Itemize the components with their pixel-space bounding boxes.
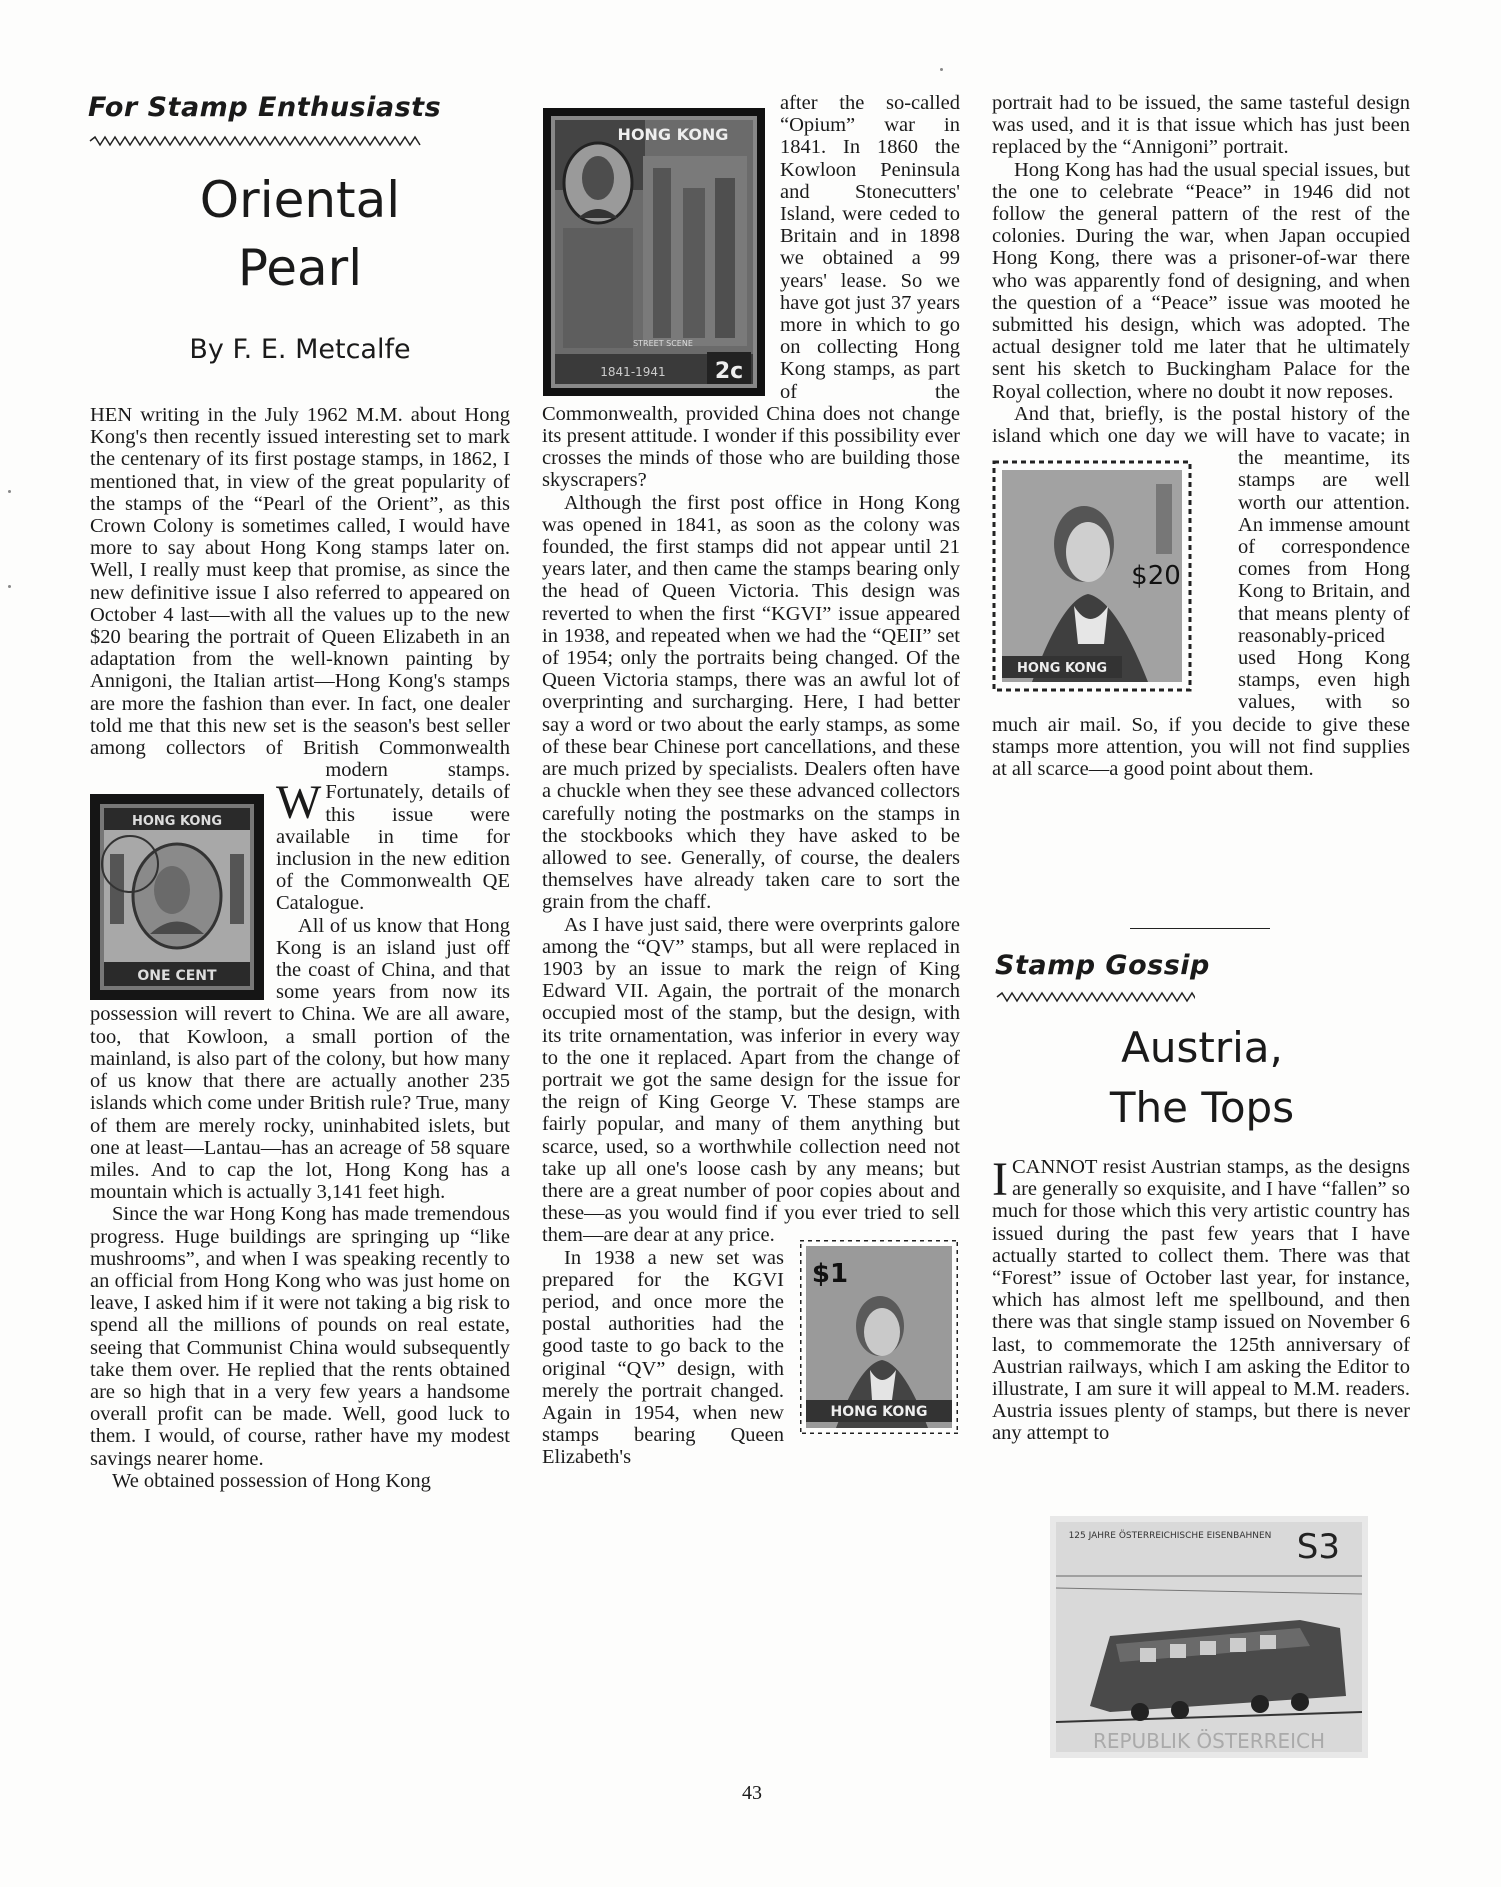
- stamp-kgvi-years: 1841-1941: [600, 365, 666, 379]
- article-title-oriental-pearl: [90, 166, 510, 302]
- stamp-qe20-value: $20: [1131, 561, 1181, 591]
- stamp-queen-elizabeth-twenty-dollar: [992, 460, 1192, 692]
- stamp-austria-railway: [1050, 1516, 1368, 1758]
- stamp-kgvi-value: 2c: [714, 359, 744, 384]
- section-heading-stamp-gossip: Stamp Gossip: [995, 950, 1210, 981]
- paragraph-7-cont: portrait had to be issued, the same tasteful design was used, and it is that issue which has just been replaced by the “Annigoni” portrait.: [992, 92, 1410, 159]
- squiggle-divider: [995, 990, 1195, 1004]
- section-heading-stamp-enthusiasts: For Stamp Enthusiasts: [88, 92, 442, 123]
- squiggle-divider: [88, 134, 428, 148]
- article-title-austria-the-tops: [992, 1018, 1412, 1138]
- column-1-text: [90, 404, 510, 1764]
- paragraph-8: Hong Kong has had the usual special issues, but the one to celebrate “Peace” in 1946 did not follow the general pattern of the rest of the colonies. During the war, when Japan occupied Hong Kong, there was a prisoner-of-war there who was apparently fond of designing, and when the question of a “Peace” issue was mooted he submitted his design, which was adopted. The actual designer told me later that he ultimately sent his sketch to Buckingham Palace for the Royal collection, where no doubt it now reposes.: [992, 158, 1410, 403]
- stamp-austria-top-label: 125 JAHRE ÖSTERREICHISCHE EISENBAHNEN: [1068, 1531, 1272, 1541]
- margin-speck: [8, 490, 11, 493]
- paragraph-9: And that, briefly, is the postal history of the island which one day we will have to vacate; in the meantime, its stamps are well worth our attention. An immense amount of correspondence comes from Hong Kong to Britain, and that means plenty of reasonably-priced used Hong Kong stamps, even high values, with so much air mail. So, if you decide to give these stamps more attention, you will not find supplies at all scarce—a good point about them.: [992, 402, 1410, 781]
- margin-speck: [8, 585, 11, 588]
- stamp-kgvi-caption: STREET SCENE: [633, 339, 693, 348]
- paragraph-2: All of us know that Hong Kong is an island just off the coast of China, and that some years from now its possession will revert to China. We are all aware, too, that Kowloon, a small portion of the mainland, is also part of the colony, but how many of us know that there are actually another 235 islands which come under British rule? True, many of them are merely rocky, uninhabited islets, but one at least—Lantau—has an acreage of 58 square miles. And to cap the lot, Hong Kong has a mountain which is actually 3,141 feet high.: [90, 914, 510, 1204]
- stamp-austria-value: S3: [1296, 1527, 1340, 1567]
- byline: By F. E. Metcalfe: [189, 334, 411, 365]
- stamp-queen-elizabeth-one-dollar: [800, 1240, 958, 1434]
- title-line-1: Oriental: [199, 171, 401, 229]
- stamp-edward-image: [90, 794, 264, 1000]
- stamp-qe20-image: [992, 460, 1192, 692]
- title-line-2: The Tops: [1109, 1083, 1295, 1132]
- stamp-qe1-value: $1: [811, 1259, 849, 1289]
- paragraph-4-cont: after the so-called “Opium” war in 1841. In 1860 the Kowloon Peninsula and Stonecutters' Island, were ceded to Britain and in 1898 we obtained a 99 years' lease. So we have got just 37 years more in which to go on collecting Hong Kong stamps, as part of the Commonwealth, provided China does not change its present attitude. I wonder if this possibility ever crosses the minds of those who are building those skyscrapers?: [542, 92, 960, 492]
- stamp-edward-top-label: HONG KONG: [131, 814, 223, 829]
- stamp-qe20-country: HONG KONG: [1016, 661, 1108, 676]
- paragraph-7: In 1938 a new set was prepared for the KGVI period, and once more the postal authorities had the good taste to go back to the original “QV” design, with merely the portrait changed. Again in 1954, when new stamps bearing Queen Elizabeth's: [542, 1246, 784, 1469]
- paragraph-1-start: HEN writing in the July 1962 M.M. about Hong Kong's then recently issued interesting set to mark the centenary of its first postage stamps, in 1862, I mentioned that, in view of the great popularity of the stamps of the “Pearl of the Orient”, as this Crown Colony is sometimes called, I would have more to say about Hong Kong stamps later on. Well, I really must keep that promise, as since the new definitive issue I also referred to appeared on October 4 last—with all the values up to the new $20 bearing the portrait of Queen Elizabeth in an adaptation from the well-known painting by Annigoni, the Italian artist—Hong Kong's stamps are more the fashion than ever. In fact, one dealer told me that this new set is the season's best seller among collectors of British Commonwealth modern stamps. Fortunately, details of this issue were available in time for inclusion in the new edition of the Commonwealth QE Catalogue.: [90, 404, 510, 915]
- margin-speck: [940, 68, 943, 71]
- column-2-text: [542, 92, 960, 1764]
- article-divider-rule: [1130, 928, 1270, 929]
- stamp-edward-vii-one-cent: [90, 794, 264, 1000]
- column-3-article2-text: [992, 1156, 1410, 1492]
- paragraph-4: We obtained possession of Hong Kong: [112, 1469, 431, 1492]
- kgvi-stamp-spacer: [542, 92, 780, 402]
- stamp-qe1-image: [800, 1240, 958, 1434]
- paragraph-6: As I have just said, there were overprints galore among the “QV” stamps, but all were replaced in 1903 by an issue to mark the reign of King Edward VII. Again, the portrait of the monarch occupied most of the stamp, but the design, with its trite ornamentation, was inferior in every way to the one it replaced. Apart from the change of portrait we got the same design for the issue for the reign of King George V. These stamps are fairly popular, and many of them anything but scarce, used, so a worthwhile collection need not take up all one's loose cash by any means; but there are a great number of poor copies about and these—as you would find if you ever tried to sell them—are dear at any price.: [542, 913, 960, 1247]
- paragraph-3: Since the war Hong Kong has made tremendous progress. Huge buildings are springing up “like mushrooms”, and when I was speaking recently to an official from Hong Kong who was just home on leave, I asked him if it were not taking a big risk to spend all the millions of pounds on real estate, seeing that Communist China would subsequently take them over. He replied that the rents obtained are so high that in a very few years a handsome overall profit can be made. Well, good luck to them. I would, of course, rather have my modest savings nearer home.: [90, 1203, 510, 1470]
- title-line-2: Pearl: [237, 239, 363, 297]
- title-line-1: Austria,: [1121, 1023, 1283, 1072]
- page-number: 43: [742, 1782, 762, 1804]
- stamp-kgvi-country-label: HONG KONG: [617, 125, 729, 144]
- drop-cap-i: I: [992, 1156, 1008, 1206]
- stamp-austria-image: [1050, 1516, 1368, 1758]
- drop-cap-w: W: [276, 776, 322, 829]
- paragraph-5: Although the first post office in Hong Kong was opened in 1841, as soon as the colony was founded, the first stamps did not appear until 21 years later, and then came the stamps bearing only the head of Queen Victoria. This design was reverted to when the first “KGVI” issue appeared in 1938, and repeated when we had the “QEII” set of 1954; only the portraits being changed. Of the Queen Victoria stamps, there was an awful lot of overprinting and surcharging. Here, I had better say a word or two about the early stamps, as some of these bear Chinese port cancellations, and these are much prized by specialists. Dealers often have a chuckle when they see these advanced collectors carefully noting the postmarks on the stamps in the stockbooks which they have asked to be allowed to see. Generally, of course, the dealers themselves have already taken care to sort the grain from the chaff.: [542, 491, 960, 914]
- stamp-edward-bottom-label: ONE CENT: [137, 968, 217, 984]
- stamp-qe1-country: HONG KONG: [830, 1404, 928, 1420]
- article2-paragraph-1: CANNOT resist Austrian stamps, as the designs are generally so exquisite, and I have “fallen” so much for those which this very artistic country has issued during the past few years that I have actually started to collect them. There was that “Forest” issue of October last year, for instance, which has almost left me spellbound, and then there was that single stamp issued on November 6 last, to commemorate the 125th anniversary of Austrian railways, which I am asking the Editor to illustrate, I am sure it will appeal to M.M. readers. Austria issues plenty of stamps, but there is never any attempt to: [992, 1156, 1410, 1445]
- stamp-austria-country: REPUBLIK ÖSTERREICH: [1092, 1729, 1326, 1753]
